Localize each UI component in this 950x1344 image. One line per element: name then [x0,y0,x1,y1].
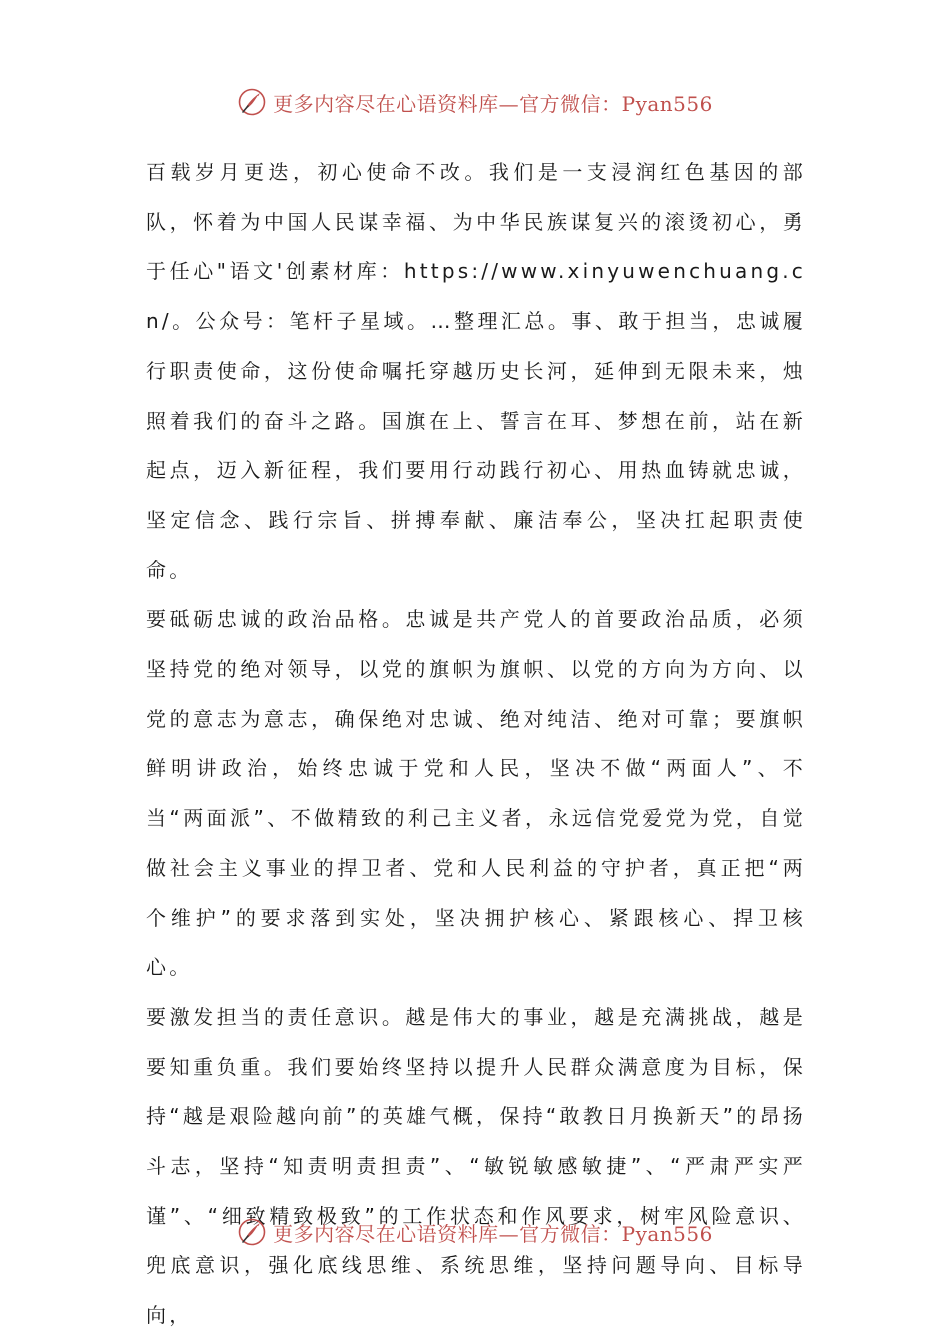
document-body [146,148,806,1341]
quill-pen-logo-icon [237,87,267,117]
quill-pen-logo-icon [237,1217,267,1247]
header-banner-text: 更多内容尽在心语资料库—官方微信：Pyan556 [273,91,713,116]
paragraph-2: 要砥砺忠诚的政治品格。忠诚是共产党人的首要政治品质，必须坚持党的绝对领导，以党的旗帜为旗帜、以党的方向为方向、以党的意志为意志，确保绝对忠诚、绝对纯洁、绝对可靠；要旗帜鲜明讲政治，始终忠诚于党和人民，坚决不做“两面人”、不当“两面派”、不做精致的利己主义者，永远信党爱党为党，自觉做社会主义事业的捍卫者、党和人民利益的守护者，真正把“两个维护”的要求落到实处，坚决拥护核心、紧跟核心、捍卫核心。 [146,607,806,980]
paragraph-3: 要激发担当的责任意识。越是伟大的事业，越是充满挑战，越是要知重负重。我们要始终坚持以提升人民群众满意度为目标，保持“越是艰险越向前”的英雄气概，保持“敢教日月换新天”的昂扬斗志，坚持“知责明责担责”、“敏锐敏感敏捷”、“严肃严实严谨”、“细致精致极致”的工作状态和作风要求，树牢风险意识、兜底意识，强化底线思维、系统思维，坚持问题导向、目标导向， [146,1004,806,1328]
footer-banner [0,1212,950,1252]
paragraph-1: 百载岁月更迭，初心使命不改。我们是一支浸润红色基因的部队，怀着为中国人民谋幸福、为中华民族谋复兴的滚烫初心，勇于任心"语文'创素材库：https://www.xinyuwenchuang.cn/。公众号：笔杆子星域。…整理汇总。事、敢于担当，忠诚履行职责使命，这份使命嘱托穿越历史长河，延伸到无限未来，烛照着我们的奋斗之路。国旗在上、誓言在耳、梦想在前，站在新起点，迈入新征程，我们要用行动践行初心、用热血铸就忠诚，坚定信念、践行宗旨、拼搏奉献、廉洁奉公，坚决扛起职责使命。 [146,160,806,582]
footer-banner-text: 更多内容尽在心语资料库—官方微信：Pyan556 [273,1221,713,1246]
header-banner [0,82,950,122]
